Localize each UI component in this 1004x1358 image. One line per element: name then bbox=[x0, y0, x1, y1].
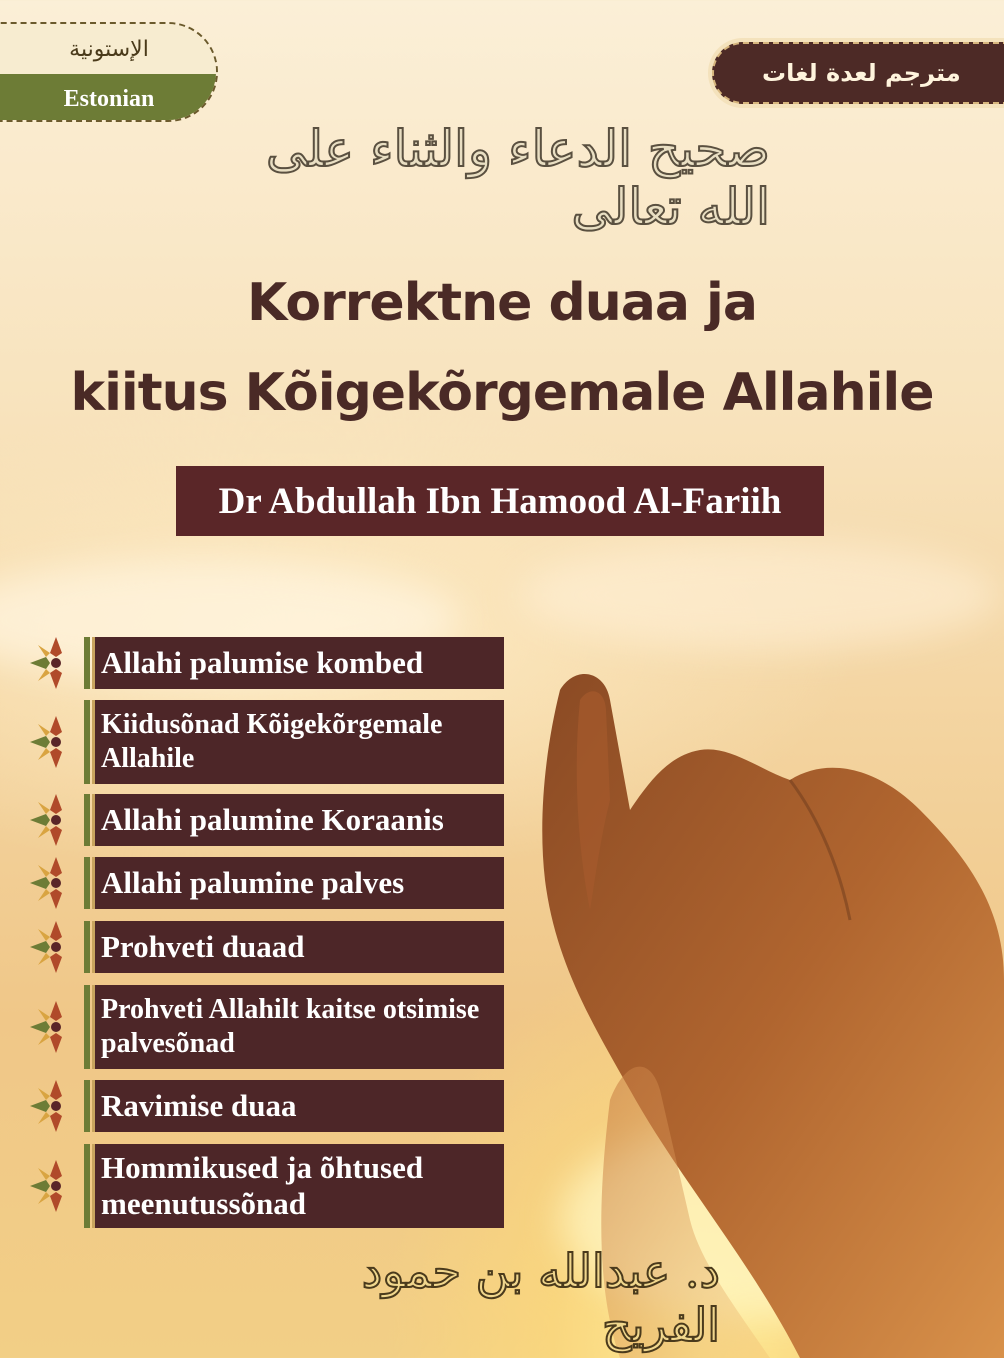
chapter-title: Allahi palumine palves bbox=[101, 865, 405, 900]
background-cloud bbox=[520, 540, 1000, 650]
arabic-title bbox=[230, 120, 770, 236]
arabic-author-text: د. عبدالله بن حمود الفريح bbox=[361, 1244, 720, 1352]
main-title bbox=[0, 258, 1004, 438]
language-badge bbox=[0, 22, 218, 122]
chapter-title: Allahi palumine Koraanis bbox=[101, 802, 444, 837]
chapter-item bbox=[28, 985, 504, 1069]
flower-ornament-icon bbox=[28, 635, 84, 691]
main-title-line2: kiitus Kõigekõrgemale Allahile bbox=[70, 363, 934, 423]
chapter-item bbox=[28, 637, 504, 689]
flower-ornament-icon bbox=[28, 855, 84, 911]
chapter-title: Allahi palumise kombed bbox=[101, 645, 424, 680]
flower-ornament-icon bbox=[28, 714, 84, 770]
flower-ornament-icon bbox=[28, 919, 84, 975]
arabic-title-text: صحيح الدعاء والثناء على الله تعالى bbox=[266, 120, 770, 236]
flower-ornament-icon bbox=[28, 792, 84, 848]
translated-badge bbox=[712, 42, 1004, 104]
author-name: Dr Abdullah Ibn Hamood Al-Fariih bbox=[218, 480, 782, 522]
main-title-line1: Korrektne duaa ja bbox=[247, 273, 757, 333]
chapter-title: Kiidusõnad Kõigekõrgemale Allahile bbox=[101, 709, 443, 774]
flower-ornament-icon bbox=[28, 1078, 84, 1134]
chapter-item bbox=[28, 921, 504, 973]
chapter-item bbox=[28, 700, 504, 784]
chapter-item bbox=[28, 1144, 504, 1228]
translated-label: مترجم لعدة لغات bbox=[762, 59, 961, 87]
chapter-item bbox=[28, 1080, 504, 1132]
language-english-label: Estonian bbox=[63, 85, 155, 112]
flower-ornament-icon bbox=[28, 1158, 84, 1214]
chapter-title: Prohveti duaad bbox=[101, 929, 305, 964]
flower-ornament-icon bbox=[28, 999, 84, 1055]
chapter-item bbox=[28, 794, 504, 846]
chapter-item bbox=[28, 857, 504, 909]
chapter-title: Hommikused ja õhtused meenutussõnad bbox=[101, 1150, 424, 1221]
language-arabic-label: الإستونية bbox=[69, 36, 149, 62]
chapter-title: Prohveti Allahilt kaitse otsimise palvesõnad bbox=[101, 994, 480, 1059]
arabic-author-signature bbox=[300, 1244, 720, 1352]
chapter-title: Ravimise duaa bbox=[101, 1088, 297, 1123]
author-banner bbox=[176, 466, 824, 536]
